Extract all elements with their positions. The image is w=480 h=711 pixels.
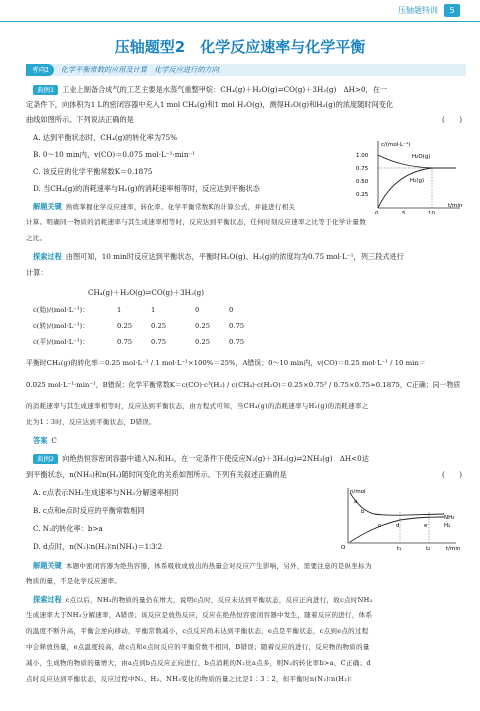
example1-stem-line1: 工业上制备合成气的工艺主要是水蒸气重整甲烷：CH₄(g)＋H₂O(g)⇌CO(g)＋3H₂(g) ΔH>0，在一 — [62, 85, 388, 94]
example2-key-label: 解题关键 — [33, 561, 62, 570]
chart2-series-nh3 — [350, 517, 444, 542]
page-number: 5 — [444, 4, 460, 17]
chart1-series-h2 — [378, 168, 456, 208]
chart2-ylabel: n/mol — [350, 489, 366, 495]
table-row3-v3: 0.25 — [195, 338, 211, 346]
example2-stem — [33, 453, 463, 464]
example1-process-label: 探索过程 — [33, 252, 62, 261]
chart1-ytick-1: 1.00 — [356, 153, 369, 159]
chart1-ytick-4: 0.25 — [356, 192, 369, 198]
example1-stem-line3: 曲线如图所示。下列说法正确的是 — [26, 115, 134, 124]
table-row2-v1: 0.25 — [117, 322, 133, 330]
example1-option-b: B. 0～10 min内，v(CO)＝0.075 mol·L⁻¹·min⁻¹ — [33, 150, 196, 159]
topic-badge: 考向1 — [26, 64, 54, 76]
chart2-point-b: b — [361, 509, 365, 515]
table-row3-v4: 0.75 — [229, 338, 245, 346]
example1-process-line1: 由图可知，10 min时反应达到平衡状态，平衡时H₂O(g)、H₂(g)的浓度均为0.75 mol·L⁻¹，列三段式进行 — [65, 252, 404, 261]
table-row1-v2: 1 — [151, 306, 156, 314]
example2-answer-paren: ( ) — [442, 470, 462, 479]
table-row3-v2: 0.75 — [151, 338, 167, 346]
example2-badge: 典例2 — [33, 454, 58, 464]
chart1-xlabel: t/min — [448, 203, 463, 209]
example2-process-line5: 减小，生成物的物质的量增大，由a点到b点反应正向进行，b点消耗的N₂比a点多，则N₂的转化率b>a，C正确；d — [26, 659, 371, 667]
example2-option-d: D. d点时，n(N₂)∶n(H₂)∶n(NH₃)＝1∶3∶2 — [33, 542, 163, 551]
example2-option-c: C. N₂的转化率：b>a — [33, 524, 103, 533]
example1-process — [33, 251, 463, 262]
topic-text: 化学平衡常数的应用及计算 化学反应进行的方向 — [60, 65, 219, 74]
example1-stem-line2: 定条件下，向体积为1 L的密闭容器中充入1 mol CH₄(g)和1 mol H₂O(g)，测得H₂O(g)和H₂(g)的浓度随时间变化 — [26, 100, 394, 109]
chart2-label-h2: H₂ — [444, 523, 451, 529]
example2-option-b: B. c点和e点时反应的平衡常数相同 — [33, 506, 145, 515]
header-tag: 压轴题特训 — [398, 6, 438, 15]
chart2-t2: t₂ — [426, 546, 431, 551]
example1-key-label: 解题关键 — [33, 202, 62, 211]
example1-key-line1: 熟练掌握化学反应速率、转化率、化学平衡常数K的计算公式，并能进行相关 — [65, 203, 296, 211]
example1-answer-value: C — [51, 436, 57, 445]
chart2-origin: O — [341, 545, 346, 551]
table-row2-label: c(转)/(mol·L⁻¹)： — [33, 322, 89, 330]
example1-option-a: A. 达到平衡状态时，CH₄(g)的转化率为75% — [33, 133, 178, 142]
chart1-xtick-0: 0 — [375, 211, 379, 214]
example1-calc-line2: 0.025 mol·L⁻¹·min⁻¹，B错误；化学平衡常数K＝c(CO)·c³(H₂) / c(CH₄)·c(H₂O)＝0.25×0.75³ / 0.75×0.75≈0.1875，C正确；同一物质 — [26, 381, 461, 389]
example2-key — [33, 560, 463, 571]
chart1-ylabel: c/(mol·L⁻¹) — [381, 142, 411, 148]
chart2-xlabel: t/min — [446, 546, 461, 551]
chart2-point-a: a — [354, 499, 358, 505]
table-row1-v1: 1 — [117, 306, 122, 314]
chart2-point-e: e — [424, 523, 428, 529]
example1-process-line2: 计算： — [26, 268, 48, 277]
chart2-t1: t₁ — [397, 546, 402, 551]
chart1-ytick-3: 0.50 — [356, 179, 369, 185]
example2-process — [33, 594, 463, 605]
example2-key-line2: 物质的量，不是化学反应速率。 — [26, 577, 122, 585]
table-row1-v3: 0 — [195, 306, 200, 314]
chart1-label-h2o: H₂O(g) — [412, 154, 431, 160]
table-row1-v4: 0 — [229, 306, 234, 314]
example1-calc-line4: 比为1∶3时，反应达到平衡状态，D错误。 — [26, 418, 156, 426]
page-header — [0, 0, 480, 22]
example1-option-c: C. 该反应的化学平衡常数K＝0.1875 — [33, 167, 153, 176]
table-row3-label: c(平)/(mol·L⁻¹)： — [33, 338, 89, 346]
table-row2-v3: 0.25 — [195, 322, 211, 330]
chart1-label-h2: H₂(g) — [410, 178, 425, 184]
table-row1-label: c(始)/(mol·L⁻¹)： — [33, 306, 89, 314]
example2-stem-line1: 向绝热恒容密闭容器中通入N₂和H₂，在一定条件下使反应N₂(g)＋3H₂(g)⇌2NH₃(g) ΔH<0达 — [62, 454, 369, 463]
example1-chart — [348, 138, 464, 214]
example2-process-line4: 中会释放热量，e点温度较高，故c点和e点时反应的平衡常数不相同，B错误；随着反应的进行，反应物的物质的量 — [26, 643, 370, 651]
example2-stem-line2: 到平衡状态，n(NH₃)和n(H₂)随时间变化的关系如图所示。下列有关叙述正确的是 — [26, 470, 287, 479]
example2-process-label: 探索过程 — [33, 595, 62, 604]
chart2-point-d: d — [396, 523, 400, 529]
table-row2-v4: 0.75 — [229, 322, 245, 330]
example1-calc-line1: 平衡时CH₄(g)的转化率＝0.25 mol·L⁻¹ / 1 mol·L⁻¹×100%＝25%，A错误；0～10 min内，v(CO)＝0.25 mol·L⁻¹ / 10 min＝ — [26, 359, 426, 367]
example2-process-line6: 点时反应达到平衡状态，反应过程中N₂、H₂、NH₃变化的物质的量之比是1∶3∶2，但平衡时n(N₂)∶n(H₂)∶ — [26, 675, 353, 683]
example2-process-line1: c点以后，NH₃的物质的量仍在增大，说明c点时，反应未达到平衡状态，反应正向进行，故c点时NH₃ — [65, 596, 373, 604]
example2-process-line2: 生成速率大于NH₃分解速率，A错误；该反应是放热反应，反应在绝热恒容密闭容器中发生，随着反应的进行，体系 — [26, 611, 373, 619]
example1-key-line3: 之比。 — [26, 234, 47, 242]
chart1-xtick-10: 10 — [428, 211, 435, 214]
example2-process-line3: 的温度不断升高，平衡会逆向移动，平衡常数减小，c点反应尚未达到平衡状态，e点是平衡状态，c点到e点的过程 — [26, 627, 369, 635]
example1-stem — [33, 84, 463, 95]
table-row3-v1: 0.75 — [117, 338, 133, 346]
example1-answer — [33, 435, 463, 446]
example1-option-d: D. 当CH₄(g)的消耗速率与H₂(g)的消耗速率相等时，反应达到平衡状态 — [33, 184, 260, 193]
example1-calc-line3: 的消耗速率与其生成速率相等时，反应达到平衡状态，由方程式可知，当CH₄(g)的消耗速率与H₂(g)的消耗速率之 — [26, 402, 369, 410]
header-rule — [0, 21, 480, 22]
chart1-ytick-2: 0.75 — [356, 166, 369, 172]
example1-answer-paren: ( ) — [442, 115, 462, 124]
example1-answer-label: 答案 — [33, 436, 48, 445]
table-row2-v2: 0.25 — [151, 322, 167, 330]
example2-chart — [334, 485, 464, 551]
example2-option-a: A. c点表示NH₃生成速率与NH₃分解速率相同 — [33, 488, 179, 497]
chart2-point-c: c — [378, 523, 382, 529]
topic-banner — [26, 64, 466, 76]
page-title: 压轴题型2 化学反应速率与化学平衡 — [114, 38, 366, 56]
example1-equation: CH₄(g)＋H₂O(g)⇌CO(g)＋3H₂(g) — [88, 288, 205, 297]
example2-key-line1: 本题中密闭容器为绝热容器，体系吸收或放出的热量会对反应产生影响，另外，需要注意的是纵坐标为 — [65, 562, 372, 570]
example1-key — [33, 201, 343, 212]
example1-badge: 典例1 — [33, 85, 58, 95]
chart2-label-nh3: NH₃ — [444, 515, 455, 521]
example1-key-line2: 计算。明确同一物质的消耗速率与其生成速率相等时，反应达到平衡状态，任何时刻反应速率之比等于化学计量数 — [26, 218, 366, 226]
chart1-xtick-5: 5 — [402, 211, 406, 214]
